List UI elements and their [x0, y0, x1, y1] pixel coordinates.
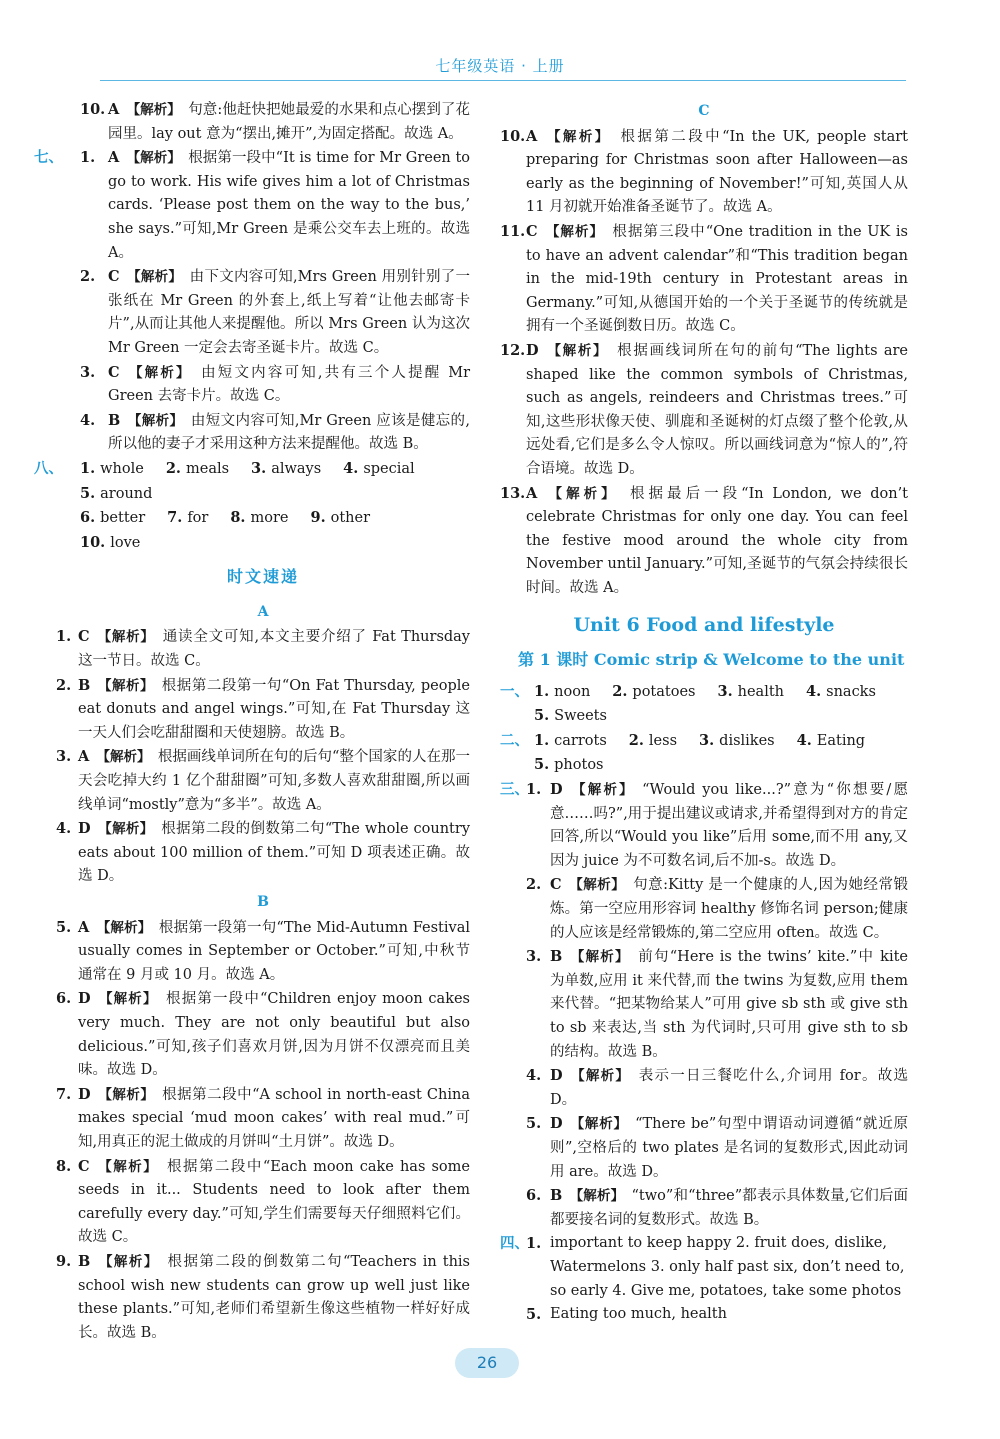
cell-number: 4.	[343, 459, 359, 477]
item-body	[550, 873, 908, 945]
item-answer: D	[78, 990, 91, 1008]
cell-number: 3.	[251, 459, 267, 477]
item-answer: A	[108, 149, 120, 167]
analysis-tag: 【解析】	[545, 342, 609, 359]
analysis-tag: 【解析】	[96, 749, 151, 766]
answer-row	[500, 729, 908, 778]
analysis-tag: 【解析】	[569, 782, 635, 799]
item-number: 3.	[56, 748, 72, 766]
analysis-text: “Would you like...?”意为“你想要/愿意……吗?”,用于提出建议或请求,并希望得到对方的肯定回答,所以“Would you like”后用 some,而不用 any,又因为 juice 为不可数名词,后不加-s。故选 D。	[550, 782, 908, 869]
answer-item	[500, 482, 908, 601]
answer-item	[500, 1303, 908, 1327]
item-number: 7.	[56, 1085, 72, 1103]
item-number: 6.	[56, 990, 72, 1008]
item-number: 8.	[56, 1157, 72, 1175]
cell-number: 2.	[628, 731, 644, 749]
cell-word: dislikes	[719, 732, 775, 749]
analysis-text: 根据第一段中“It is time for Mr Green to go to work. His wife gives him a lot of Christmas cards. ‘Please post them on the way to the bus,’ she says.”可知,Mr Green 是乘公交车去上班的。故选 A。	[108, 150, 471, 261]
analysis-text: 句意:Kitty 是一个健康的人,因为她经常锻炼。第一空应用形容词 healthy 修饰名词 person;健康的人应该是经常锻炼的,第二空应用 often。故选 C。	[550, 877, 909, 941]
left-column	[34, 98, 471, 1345]
analysis-text: 根据画线词所在句的前句“The lights are shaped like the common symbols of Christmas, such as angels, reindeers and Christmas trees.”可知,这些形状像天使、驯鹿和圣诞树的灯点缀了整个伦敦,从远处看,它们是多么令人惊叹。所以画线词意为“惊人的”,符合语境。故选 D。	[526, 342, 908, 477]
answer-row	[56, 506, 470, 555]
item-body	[108, 98, 470, 146]
item-number: 4.	[56, 820, 72, 838]
item-body	[526, 220, 908, 339]
answer-cells	[534, 680, 908, 729]
answer-item	[56, 361, 470, 409]
cell-word: for	[187, 510, 209, 527]
section-label: 四、	[500, 1235, 529, 1253]
item-body	[550, 1184, 908, 1232]
cell-word: health	[737, 683, 784, 700]
item-body	[78, 987, 470, 1082]
item-body	[78, 1155, 470, 1250]
cell-number: 10.	[80, 533, 106, 551]
item-number: 5.	[56, 918, 72, 936]
analysis-tag: 【解析】	[96, 919, 152, 936]
cell-number: 4.	[796, 731, 812, 749]
item-body	[78, 674, 470, 746]
analysis-tag: 【解析】	[127, 412, 184, 429]
answer-item	[500, 339, 908, 482]
answer-cell	[534, 680, 590, 705]
cell-number: 1.	[534, 682, 550, 700]
analysis-text: 根据画线单词所在句的后句“整个国家的人在那一天会吃掉大约 1 亿个甜甜圈”可知,多数人喜欢甜甜圈,所以画线单词“mostly”意为“多半”。故选 A。	[78, 749, 470, 813]
analysis-text: 根据第一段中“Children enjoy moon cakes very much. They are not only beautiful but also delicious.”可知,孩子们喜欢月饼,因为月饼不仅漂亮而且美味。故选 D。	[78, 991, 470, 1079]
analysis-text: 由短文内容可知,共有三个人提醒 Mr Green 去寄卡片。故选 C。	[108, 364, 471, 405]
item-number: 12.	[500, 341, 526, 359]
item-number: 1.	[56, 628, 72, 646]
analysis-tag: 【解析】	[126, 364, 192, 381]
item-number: 3.	[80, 363, 96, 381]
analysis-text: 根据第二段的倒数第二句“The whole country eats about 100 million of them.”可知 D 项表述正确。故选 D。	[78, 821, 471, 885]
cell-word: whole	[100, 460, 144, 477]
cell-word: Sweets	[554, 708, 607, 725]
cell-word: less	[648, 732, 678, 749]
answer-cell	[612, 680, 695, 705]
analysis-tag: 【解析】	[569, 1116, 628, 1133]
item-body	[550, 1112, 908, 1184]
answer-row	[34, 457, 470, 506]
section-title: 时文速递	[226, 567, 299, 587]
answer-cell	[797, 729, 865, 754]
answer-item	[56, 1083, 470, 1155]
analysis-text: 根据最后一段“In London, we don’t celebrate Christmas for only one day. You can feel the festive mood around the whole city from November until January.”可知,圣诞节的气氛会持续很长时间。故选 A。	[526, 485, 909, 596]
answer-item	[56, 98, 470, 146]
answer-item	[56, 987, 470, 1082]
analysis-text: 根据第二段中“In the UK, people start preparing for Christmas soon after Halloween—as early as the beginning of November!”可知,英国人从 11 月初就开始准备圣诞节了。故选 A。	[526, 128, 908, 216]
item-answer: B	[550, 948, 563, 966]
section-label: 三、	[500, 781, 529, 799]
cell-number: 6.	[80, 509, 96, 527]
item-number: 9.	[56, 1252, 72, 1270]
item-answer: B	[78, 1252, 91, 1270]
item-number: 1.	[526, 1235, 542, 1253]
answer-item	[500, 125, 908, 220]
cell-number: 2.	[165, 459, 181, 477]
cell-number: 3.	[699, 731, 715, 749]
answer-item	[56, 817, 470, 889]
answer-cell	[80, 531, 140, 556]
item-body	[78, 1250, 470, 1345]
analysis-tag: 【解析】	[97, 1086, 155, 1103]
analysis-tag: 【解析】	[97, 1253, 159, 1270]
item-answer: D	[550, 1115, 563, 1133]
cell-word: better	[100, 510, 146, 527]
section-label: 二、	[500, 731, 529, 749]
item-answer: C	[78, 628, 90, 646]
item-answer: A	[526, 127, 538, 145]
answer-cell	[806, 680, 876, 705]
answer-item	[56, 265, 470, 360]
item-number: 13.	[500, 484, 526, 502]
item-body	[78, 817, 470, 889]
answer-cell	[629, 729, 677, 754]
cell-word: other	[330, 510, 371, 527]
analysis-text: 根据第二段第一句“On Fat Thursday, people eat donuts and angel wings.”可知,在 Fat Thursday 这一天人们会吃甜甜圈和天使翅膀。故选 B。	[78, 677, 470, 741]
answer-item	[56, 1155, 470, 1250]
item-number: 1.	[80, 149, 96, 167]
analysis-tag: 【解析】	[568, 877, 626, 894]
analysis-tag: 【解析】	[126, 150, 181, 167]
item-answer: D	[78, 1085, 91, 1103]
answer-cell	[80, 482, 152, 507]
answer-cell	[251, 457, 321, 482]
item-body: important to keep happy 2. fruit does, dislike, Watermelons 3. only half past six, don’t need to, so early 4. Give me, potatoes, take some photos	[550, 1235, 905, 1299]
unit-title: Unit 6 Food and lifestyle	[573, 614, 835, 637]
cell-word: always	[271, 460, 322, 477]
cell-word: special	[363, 460, 415, 477]
answer-cells	[80, 506, 470, 555]
item-number: 10.	[500, 127, 526, 145]
analysis-text: 由下文内容可知,Mrs Green 用别针别了一张纸在 Mr Green 的外套上,纸上写着“让他去邮寄卡片”,从而让其他人来提醒他。所以 Mrs Green 认为这次 Mr Green 一定会去寄圣诞卡片。故选 C。	[108, 269, 471, 356]
analysis-tag: 【解析】	[126, 102, 181, 118]
analysis-tag: 【解析】	[97, 991, 158, 1008]
item-body	[108, 409, 470, 457]
cell-number: 1.	[80, 459, 96, 477]
cell-word: snacks	[826, 683, 876, 700]
answer-cell	[230, 506, 288, 531]
cell-word: carrots	[554, 732, 607, 749]
answer-cell	[534, 753, 604, 778]
answer-row	[500, 680, 908, 729]
analysis-tag: 【解析】	[97, 821, 154, 838]
answer-item	[500, 1232, 908, 1303]
item-body	[526, 125, 908, 220]
answer-cell	[310, 506, 370, 531]
cell-word: photos	[554, 757, 604, 774]
item-number: 4.	[526, 1067, 542, 1085]
section-label: 八、	[34, 459, 63, 477]
item-answer: A	[526, 484, 538, 502]
answer-item	[500, 778, 908, 873]
item-answer: B	[108, 411, 121, 429]
book-title: 七年级英语 · 上册	[435, 57, 565, 75]
cell-word: Eating	[816, 732, 866, 749]
answer-item	[500, 945, 908, 1064]
cell-word: meals	[185, 460, 230, 477]
item-answer: A	[108, 101, 120, 118]
analysis-text: “There be”句型中谓语动词遵循“就近原则”,空格后的 two plates 是名词的复数形式,因此动词用 are。故选 D。	[550, 1116, 908, 1180]
item-answer: C	[550, 876, 562, 894]
section-label: 七、	[34, 149, 63, 167]
analysis-tag: 【解析】	[96, 1158, 159, 1175]
item-number: 10.	[80, 101, 106, 118]
analysis-tag: 【解析】	[544, 128, 611, 145]
item-body	[78, 916, 470, 988]
answer-item	[56, 625, 470, 673]
item-answer: C	[108, 268, 120, 286]
analysis-text: 根据第二段的倒数第二句“Teachers in this school wish new students can grow up well just like these plants.”可知,老师们希望新生像这些植物一样好好成长。故选 B。	[78, 1253, 470, 1341]
part-heading-c: C	[698, 103, 710, 119]
answer-cell	[80, 457, 144, 482]
item-body	[108, 265, 470, 360]
item-answer: D	[78, 820, 91, 838]
analysis-tag: 【解析】	[126, 269, 183, 286]
answer-item	[500, 1112, 908, 1184]
item-body	[108, 146, 470, 265]
item-answer: B	[550, 1187, 563, 1205]
item-number: 2.	[56, 676, 72, 694]
item-number: 2.	[80, 268, 96, 286]
cell-word: love	[110, 534, 141, 551]
item-answer: C	[78, 1157, 90, 1175]
page-number: 26	[455, 1348, 519, 1378]
item-body	[78, 745, 470, 817]
item-body: Eating too much, health	[550, 1306, 727, 1323]
item-answer: D	[550, 781, 563, 799]
answer-cell	[717, 680, 784, 705]
item-number: 1.	[526, 781, 542, 799]
cell-number: 5.	[534, 756, 550, 774]
item-answer: A	[78, 748, 90, 766]
cell-word: around	[100, 485, 153, 502]
answer-cell	[80, 506, 145, 531]
item-answer: C	[108, 363, 120, 381]
cell-number: 5.	[534, 707, 550, 725]
answer-cell	[343, 457, 415, 482]
analysis-tag: 【解析】	[544, 485, 619, 502]
lesson-title: 第 1 课时 Comic strip & Welcome to the unit	[518, 650, 905, 670]
item-answer: B	[78, 676, 91, 694]
page-header	[0, 0, 1000, 86]
analysis-text: 根据第二段中“Each moon cake has some seeds in it... Students need to look after them carefully every day.”可知,学生们需要每天仔细照料它们。故选 C。	[78, 1158, 470, 1246]
analysis-text: 通读全文可知,本文主要介绍了 Fat Thursday 这一节日。故选 C。	[78, 629, 471, 670]
analysis-tag: 【解析】	[569, 1188, 625, 1205]
answer-item	[56, 745, 470, 817]
answer-item	[56, 916, 470, 988]
part-heading-a: A	[257, 603, 269, 620]
analysis-text: 表示一日三餐吃什么,介词用 for。故选 D。	[550, 1068, 908, 1108]
item-body	[550, 945, 908, 1064]
cell-word: more	[250, 510, 289, 527]
answer-item	[56, 409, 470, 457]
analysis-tag: 【解析】	[569, 949, 630, 966]
item-body	[526, 339, 908, 482]
item-number: 11.	[500, 222, 526, 240]
item-number: 5.	[526, 1306, 542, 1324]
item-body	[78, 625, 470, 673]
cell-number: 9.	[310, 509, 326, 527]
answer-cell	[534, 729, 607, 754]
cell-number: 3.	[717, 682, 733, 700]
cell-number: 7.	[167, 509, 183, 527]
header-divider	[100, 80, 906, 81]
analysis-text: 根据第一段第一句“The Mid-Autumn Festival usually comes in September or October.”可知,中秋节通常在 9 月或 10 月。故选 A。	[78, 919, 470, 983]
analysis-text: 句意:他赶快把她最爱的水果和点心摆到了花园里。lay out 意为“摆出,摊开”,为固定搭配。故选 A。	[108, 102, 470, 142]
item-answer: A	[78, 918, 90, 936]
cell-number: 5.	[80, 484, 96, 502]
analysis-text: 由短文内容可知,Mr Green 应该是健忘的,所以他的妻子才采用这种方法来提醒他。故选 B。	[108, 412, 471, 453]
answer-cell	[167, 506, 208, 531]
answer-item	[500, 1184, 908, 1232]
answer-cells	[534, 729, 908, 778]
item-number: 4.	[80, 411, 96, 429]
answer-cell	[699, 729, 775, 754]
item-number: 6.	[526, 1187, 542, 1205]
answer-item	[500, 1064, 908, 1112]
answer-item	[500, 873, 908, 945]
analysis-text: 根据第三段中“One tradition in the UK is to have an advent calendar”和“This tradition began in the mid-19th century in Protestant areas in Germany.”可知,从德国开始的一个关于圣诞节的传统就是拥有一个圣诞倒数日历。故选 C。	[526, 223, 909, 335]
item-body	[550, 1064, 908, 1112]
answer-cell	[166, 457, 229, 482]
item-body	[78, 1083, 470, 1155]
answer-item	[500, 220, 908, 339]
analysis-tag: 【解析】	[544, 223, 605, 240]
item-answer: D	[526, 341, 539, 359]
answer-item	[56, 1250, 470, 1345]
analysis-text: 前句“Here is the twins’ kite.”中 kite 为单数,应用 it 来代替,而 the twins 为复数,应用 them 来代替。“把某物给某人”可用 give sb sth 或 give sth to sb 来表达,当 sth 为代词时,只可用 give sth to sb 的结构。故选 B。	[550, 949, 908, 1060]
analysis-tag: 【解析】	[97, 677, 155, 694]
item-body	[550, 778, 908, 873]
cell-number: 8.	[230, 509, 246, 527]
part-heading-b: B	[257, 894, 269, 910]
answer-item	[34, 146, 471, 265]
answer-cell	[534, 704, 607, 729]
analysis-text: “two”和“three”都表示具体数量,它们后面都要接名词的复数形式。故选 B。	[550, 1188, 909, 1228]
cell-word: potatoes	[632, 683, 696, 700]
analysis-tag: 【解析】	[569, 1068, 631, 1085]
cell-word: noon	[554, 683, 591, 700]
item-answer: C	[526, 222, 538, 240]
cell-number: 2.	[612, 682, 628, 700]
item-number: 3.	[526, 948, 542, 966]
cell-number: 4.	[806, 682, 822, 700]
item-number: 2.	[526, 876, 542, 894]
item-body	[526, 482, 908, 601]
item-body	[108, 361, 470, 409]
answer-cells	[80, 457, 470, 506]
right-column	[500, 98, 908, 1327]
cell-number: 1.	[534, 731, 550, 749]
section-label: 一、	[500, 682, 529, 700]
item-answer: D	[550, 1067, 563, 1085]
analysis-tag: 【解析】	[96, 629, 155, 646]
item-number: 5.	[526, 1115, 542, 1133]
analysis-text: 根据第二段中“A school in north-east China makes special ‘mud moon cakes’ with real mud.”可知,用真正的泥土做成的月饼叫“土月饼”。故选 D。	[78, 1086, 470, 1150]
answer-item	[56, 674, 470, 746]
